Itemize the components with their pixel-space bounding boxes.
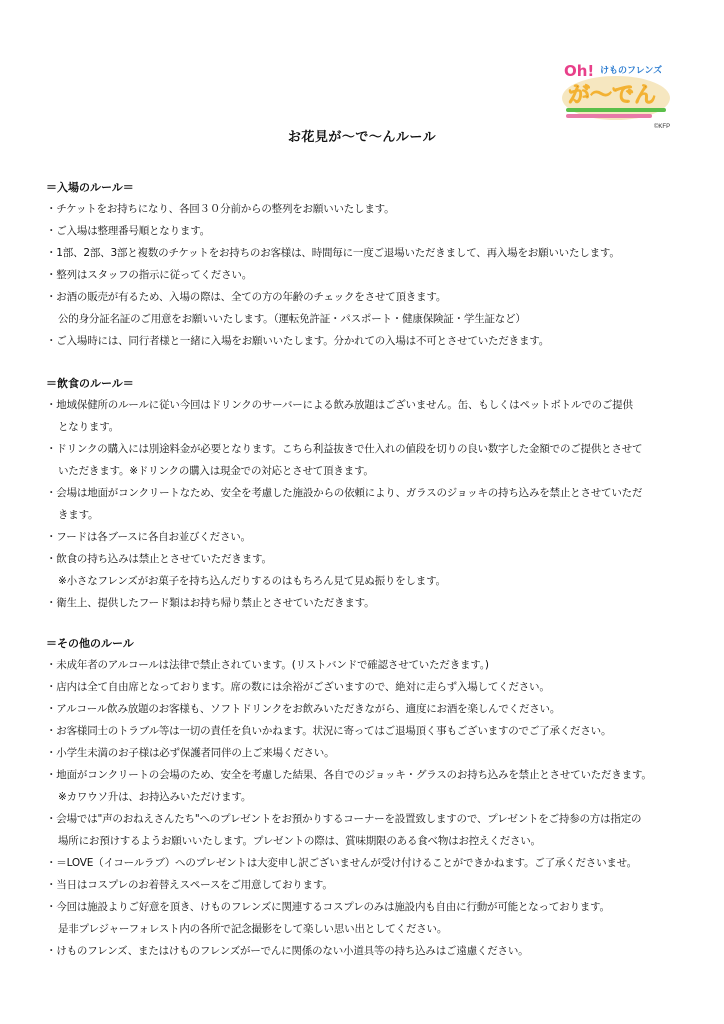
other-rule-line: ・お客様同士のトラブル等は一切の責任を負いかねます。状況に寄ってはご退場頂く事もございますのでご了承ください。: [46, 725, 612, 737]
copyright-text: ©KFP: [654, 124, 671, 130]
logo-oh-text: Oh!: [564, 62, 595, 80]
entry-rule-line: ・ご入場時には、同行者様と一緒に入場をお願いいたします。分かれての入場は不可とさせていただきます。: [46, 335, 550, 347]
entry-rule-line: ・ご入場は整理番号順となります。: [46, 225, 210, 237]
other-rule-line: 是非プレジャーフォレスト内の各所で記念撮影をして楽しい思い出としてください。: [58, 923, 448, 935]
food-rule-line: きます。: [58, 509, 99, 521]
entry-rules-heading: ＝入場のルール＝: [46, 181, 134, 194]
other-rule-line: ・今回は施設よりご好意を頂き、けものフレンズに関連するコスプレのみは施設内も自由に行動が可能となっております。: [46, 901, 610, 913]
other-rules-section: [46, 634, 696, 962]
other-rule-line: ・当日はコスプレのお着替えスペースをご用意しております。: [46, 879, 333, 891]
other-rule-line: ・未成年者のアルコールは法律で禁止されています。(リストバンドで確認させていただきます。): [46, 659, 489, 671]
other-rule-line: ・＝LOVE（イコールラブ）へのプレゼントは大変申し訳ございませんが受け付けることができかねます。ご了承くださいませ。: [46, 857, 637, 869]
other-rule-line: ・けものフレンズ、またはけものフレンズがーでんに関係のない小道具等の持ち込みはご遠慮ください。: [46, 945, 529, 957]
other-rule-line: ・アルコール飲み放題のお客様も、ソフトドリンクをお飲みいただきながら、適度にお酒を楽しんでください。: [46, 703, 561, 715]
food-rule-line: ・飲食の持ち込みは禁止とさせていただきます。: [46, 553, 272, 565]
food-rule-line: ・衛生上、提供したフード類はお持ち帰り禁止とさせていただきます。: [46, 597, 375, 609]
entry-rule-line: ・チケットをお持ちになり、各回３０分前からの整列をお願いいたします。: [46, 203, 395, 215]
event-logo: [560, 58, 672, 122]
entry-rule-line: 公的身分証名証のご用意をお願いいたします。（運転免許証・パスポート・健康保険証・学生証など）: [58, 313, 526, 325]
food-rule-line: ・ドリンクの購入には別途料金が必要となります。こちら利益抜きで仕入れの値段を切りの良い数字した金額でのご提供とさせて: [46, 443, 643, 455]
other-rule-line: ※カワウソ升は、お持込みいただけます。: [58, 791, 252, 803]
food-rule-line: ・フードは各ブースに各自お並びください。: [46, 531, 251, 543]
entry-rule-line: ・整列はスタッフの指示に従ってください。: [46, 269, 252, 281]
food-rule-line: いただきます。※ドリンクの購入は現金での対応とさせて頂きます。: [58, 465, 374, 477]
entry-rules-section: [46, 178, 696, 352]
other-rules-heading: ＝その他のルール: [46, 637, 134, 650]
other-rule-line: ・地面がコンクリートの会場のため、安全を考慮した結果、各自でのジョッキ・グラスのお持ち込みを禁止とさせていただきます。: [46, 769, 652, 781]
other-rule-line: ・小学生未満のお子様は必ず保護者同伴の上ご来場ください。: [46, 747, 335, 759]
food-rules-heading: ＝飲食のルール＝: [46, 377, 134, 390]
other-rule-line: ・店内は全て自由席となっております。席の数には余裕がございますので、絶対に走らず入場してください。: [46, 681, 550, 693]
food-rule-line: ・会場は地面がコンクリートなため、安全を考慮した施設からの依頼により、ガラスのジョッキの持ち込みを禁止とさせていただ: [46, 487, 643, 499]
other-rule-line: 場所にお預けするようお願いいたします。プレゼントの際は、賞味期限のある食べ物はお控えください。: [58, 835, 541, 847]
logo-main-text: が〜でん: [568, 83, 657, 108]
food-rule-line: ※小さなフレンズがお菓子を持ち込んだりするのはもちろん見て見ぬ振りをします。: [58, 575, 446, 587]
food-rule-line: ・地域保健所のルールに従い今回はドリンクのサーバーによる飲み放題はございません。缶、もしくはペットボトルでのご提供: [46, 399, 633, 411]
entry-rule-line: ・1部、2部、3部と複数のチケットをお持ちのお客様は、時間毎に一度ご退場いただきまして、再入場をお願いいたします。: [46, 247, 620, 259]
page-title: お花見が〜で〜んルール: [287, 130, 437, 145]
food-rules-section: [46, 374, 696, 614]
food-rule-line: となります。: [58, 421, 119, 433]
logo-subtitle-text: けものフレンズ: [600, 66, 663, 76]
other-rule-line: ・会場では"声のおねえさんたち"へのプレゼントをお預かりするコーナーを設置致しますので、プレゼントをご持参の方は指定の: [46, 813, 642, 825]
entry-rule-line: ・お酒の販売が有るため、入場の際は、全ての方の年齢のチェックをさせて頂きます。: [46, 291, 447, 303]
